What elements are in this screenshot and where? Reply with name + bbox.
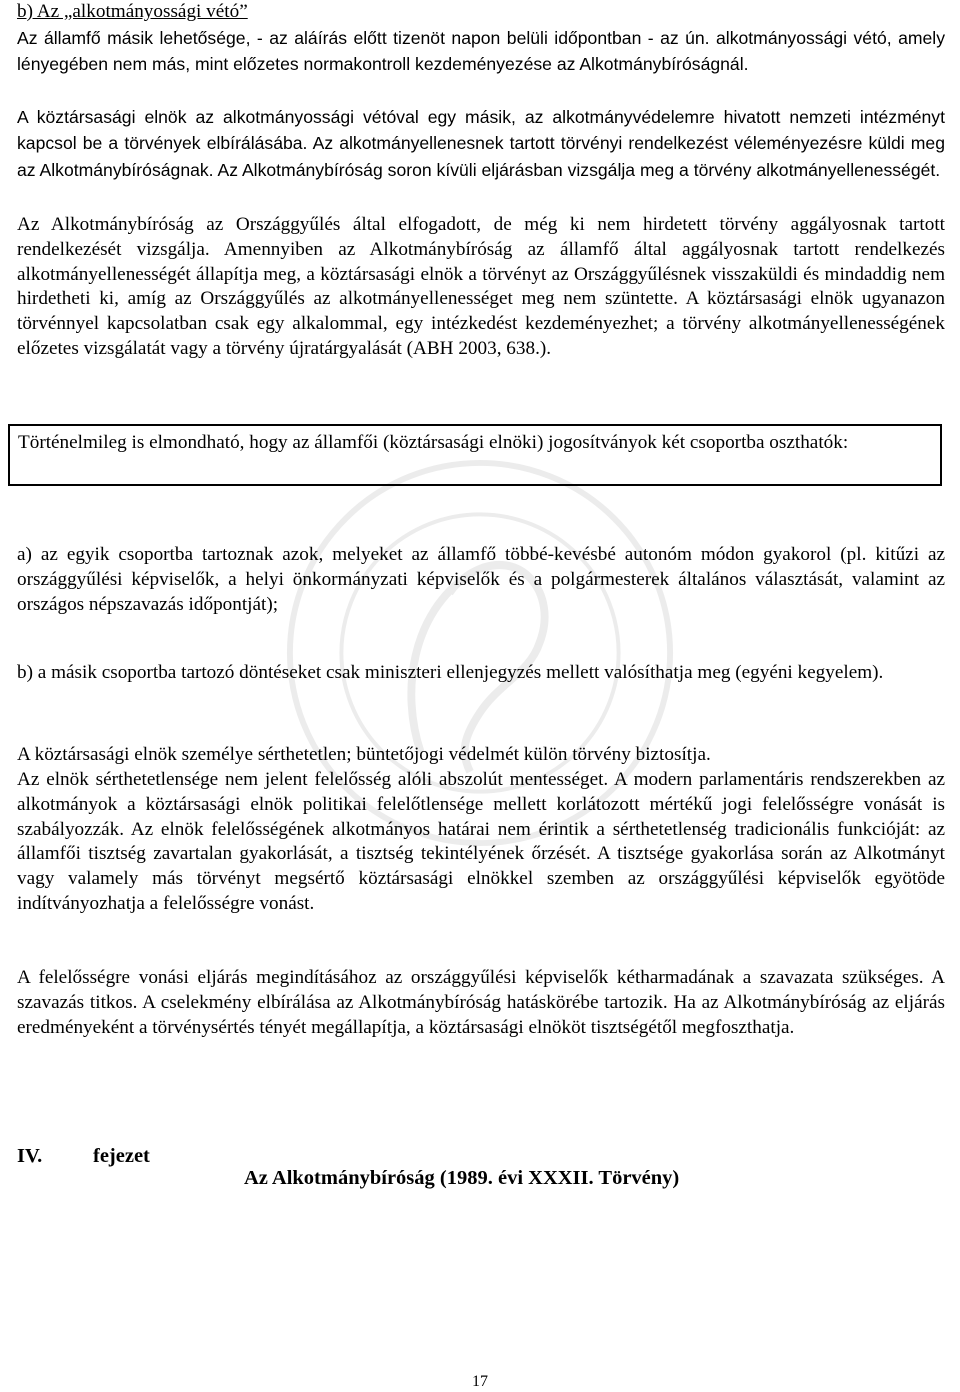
alkotmanybirosag-paragraph: Az Alkotmánybíróság az Országgyűlés által elfogadott, de még ki nem hirdetett törvény aggályosnak tartott rendelkezését vizsgálja. Amennyiben az Alkotmánybíróság az államfő által aggályosnak tartott rendelkezés alkotmányellenességét állapítja meg, a köztársasági elnök a törvényt az Országgyűlésnek visszaküldi és mindaddig nem hirdetheti ki, amíg az Országgyűlés az alkotmányellenességet meg nem szüntette. A köztársasági elnök ugyanazon törvénnyel kapcsolatban csak egy alkalommal, egy intézkedést kezdeményezhet; a törvény alkotmányellenességének előzetes vizsgálatát vagy a törvény újratárgyalását (ABH 2003, 638.).: [17, 214, 945, 359]
alkotmanyossagi-veto-paragraph: A köztársasági elnök az alkotmányossági vétóval egy másik, az alkotmányvédelemre hivatott nemzeti intézményt kapcsol be a törvények elbírálásába. Az alkotmányellenesnek tartott törvényi rendelkezést véleményezésre küldi meg az Alkotmánybíróságnak. Az Alkotmánybíróság soron kívüli eljárásban vizsgálja meg a törvény alkotmányellenességét.: [17, 107, 945, 180]
section-heading-text: b) Az „alkotmányossági vétó”: [17, 1, 248, 22]
impeachment-paragraph: A felelősségre vonási eljárás megindításához az országgyűlési képviselők kétharmadának a szavazata szükséges. A szavazás titkos. A cselekmény elbírálása az Alkotmánybíróság hatáskörébe tartozik. Ha az Alkotmánybíróság az eljárás eredményeként a törvénysértés tényét megállapítja, a köztársasági elnököt tisztségétől megfoszthatja.: [17, 967, 945, 1038]
chapter-title: Az Alkotmánybíróság (1989. évi XXXII. Törvény): [244, 1167, 680, 1189]
boxed-note: [8, 424, 942, 486]
chapter-label: fejezet: [93, 1145, 150, 1167]
list-item-a: a) az egyik csoportba tartoznak azok, melyeket az államfő többé-kevésbé autonóm módon gyakorol (pl. kitűzi az országgyűlési képviselők, a helyi önkormányzati képviselők és a polgármesterek általános választását, valamint az országos népszavazás időpontját);: [17, 544, 945, 615]
alkotmanyossagi-veto-intro: Az államfő másik lehetősége, - az aláírás előtt tizenöt napon belüli időpontban - az ún. alkotmányossági vétó, amely lényegében nem más, mint előzetes normakontroll kezdeményezése az Alkotmánybíróságnál.: [17, 28, 945, 75]
chapter-number: IV.: [17, 1145, 43, 1167]
immunity-paragraph: Az elnök sérthetetlensége nem jelent felelősség alóli abszolút mentességet. A modern parlamentáris rendszerekben az alkotmányok a köztársasági elnök politikai felelőtlensége mellett korlátozott mértékű jogi felelősségre vonását is szabályozzák. Az elnök felelősségének alkotmányos határai nem érintik a sérthetetlenség tradicionális funkcióját: az államfői tisztség zavartalan gyakorlását, a tisztség tekintélyének őrzését. A tisztsége gyakorlása során az Alkotmányt vagy valamely más törvényt megsértő köztársasági elnökkel szemben az országgyűlési képviselők egyötöde indítványozhatja a felelősségre vonást.: [17, 769, 945, 914]
boxed-note-text: Történelmileg is elmondható, hogy az államfői (köztársasági elnöki) jogosítványok két csoportba oszthatók:: [18, 432, 849, 453]
immunity-line: A köztársasági elnök személye sérthetetlen; büntetőjogi védelmét külön törvény biztosítja.: [17, 744, 711, 765]
page-number: 17: [472, 1373, 488, 1390]
list-item-b: b) a másik csoportba tartozó döntéseket csak miniszteri ellenjegyzés mellett valósíthatja meg (egyéni kegyelem).: [17, 662, 884, 683]
section-heading: [17, 0, 248, 25]
